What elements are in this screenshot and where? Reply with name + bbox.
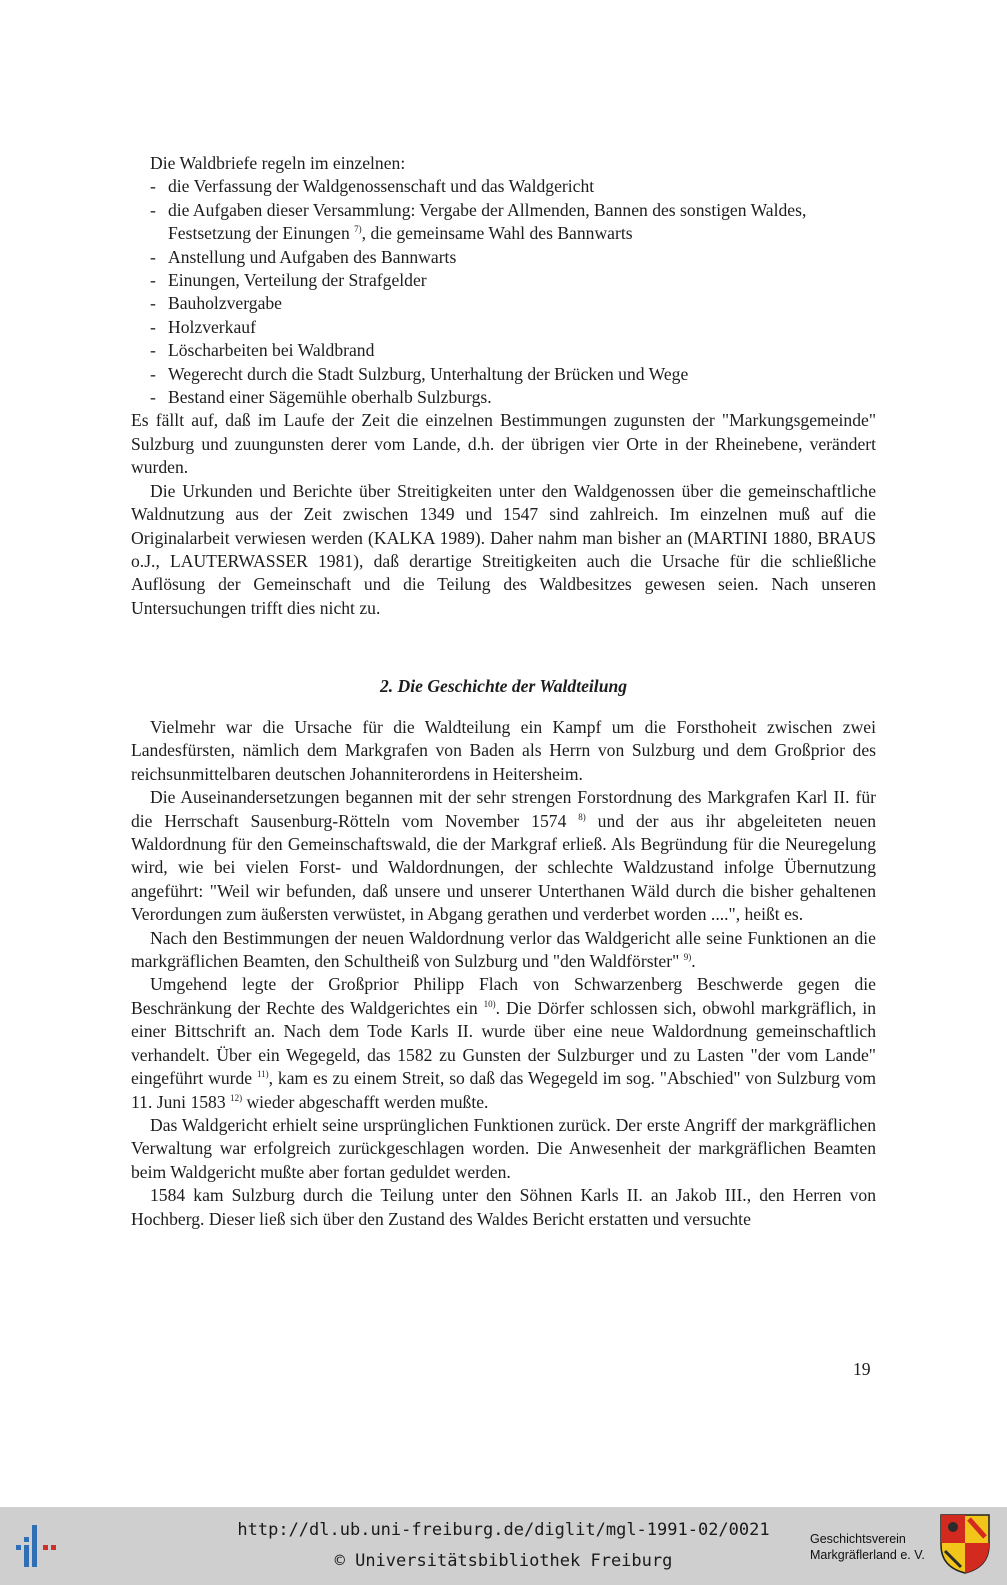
paragraph: Die Urkunden und Berichte über Streitigkeiten unter den Waldgenossen über die gemeinschaftliche Waldnutzung aus der Zeit zwischen 1349 und 1547 sind zahlreich. Im einzelnen muß auf die Originalarbeit verwiesen werden (KALKA 1989). Daher nahm man bisher an (MARTINI 1880, BRAUS o.J., LAUTERWASSER 1981), daß derartige Streitigkeiten auch die Ursache für die schließliche Auflösung der Gemeinschaft und die Teilung des Waldbesitzes gewesen seien. Nach unseren Untersuchungen trifft dies nicht zu. [131,480,876,618]
association-line1: Geschichtsverein [810,1532,906,1546]
footnote-ref: 10) [483,999,496,1010]
waldbriefe-list [131,175,876,409]
list-item: - Holzverkauf [150,316,256,337]
list-item: - Bestand einer Sägemühle oberhalb Sulzburgs. [150,387,492,408]
footnote-ref: 7) [354,224,362,235]
coat-of-arms-icon [939,1513,991,1575]
footnote-ref: 9) [683,952,692,963]
list-item: - die Verfassung der Waldgenossenschaft und das Waldgericht [150,176,595,197]
footer-url-link[interactable]: http://dl.ub.uni-freiburg.de/diglit/mgl-1991-02/0021 [237,1520,770,1540]
footer-copyright: © Universitätsbibliothek Freiburg [334,1551,673,1571]
paragraph: Umgehend legte der Großprior Philipp Flach von Schwarzenberg Beschwerde gegen die Beschränkung der Rechte des Waldgerichtes ein $^{10)}$. Die Dörfer schlossen sich, obwohl markgräflich, in einer Bittschrift an. Nach dem Tode Karls II. wurde über eine neue Waldordnung gemeinschaftlich verhandelt. Über ein Wegegeld, das 1582 zu Gunsten der Sulzburger und zu Lasten "der vom Lande" eingeführt wurde $^{11)}$, kam es zu einem Streit, so daß das Wegegeld im sog. "Abschied" von Sulzburg vom 11. Juni 1583 $^{12)}$ wieder abgeschafft werden mußte. [131,974,877,1112]
body-text-lower [131,716,876,1231]
body-text-upper [131,152,876,620]
paragraph: Nach den Bestimmungen der neuen Waldordnung verlor das Waldgericht alle seine Funktionen an die markgräflichen Beamten, den Schultheiß von Sulzburg und "den Waldförster" $^{9)}$. [131,927,876,972]
list-item: - Löscharbeiten bei Waldbrand [150,340,375,361]
footer-bar [0,1507,1007,1585]
association-name [810,1531,925,1563]
list-item: - Wegerecht durch die Stadt Sulzburg, Unterhaltung der Brücken und Wege [150,363,689,384]
intro-line: Die Waldbriefe regeln im einzelnen: [150,153,406,173]
paragraph: Vielmehr war die Ursache für die Waldteilung ein Kampf um die Forsthoheit zwischen zwei Landesfürsten, nämlich dem Markgrafen von Baden als Herrn von Sulzburg und dem Großprior des reichsunmittelbaren deutschen Johanniterordens in Heitersheim. [131,717,876,784]
list-item: - die Aufgaben dieser Versammlung: Vergabe der Allmenden, Bannen des sonstigen Waldes, Festsetzung der Einungen $^{7)}$, die gemeinsame Wahl des Bannwarts [150,199,807,244]
list-item: - Bauholzvergabe [150,293,282,314]
list-item: - Anstellung und Aufgaben des Bannwarts [150,246,457,267]
paragraph: 1584 kam Sulzburg durch die Teilung unter den Söhnen Karls II. an Jakob III., den Herren von Hochberg. Dieser ließ sich über den Zustand des Waldes Bericht erstatten und versuchte [131,1185,876,1229]
footnote-ref: 8) [578,811,586,822]
association-line2: Markgräflerland e. V. [810,1548,925,1562]
section-heading: 2. Die Geschichte der Waldteilung [379,676,628,696]
paragraph: Es fällt auf, daß im Laufe der Zeit die einzelnen Bestimmungen zugunsten der "Markungsgemeinde" Sulzburg und zuungunsten derer vom Lande, d.h. der übrigen vier Orte in der Rheinebene, verändert wurden. [131,410,876,478]
paragraph: Die Auseinandersetzungen begannen mit der sehr strengen Forstordnung des Markgrafen Karl II. für die Herrschaft Sausenburg-Rötteln vom November 1574 $^{8)}$ und der aus ihr abgeleiteten neuen Waldordnung für den Gemeinschaftswald, die der Markgraf erließ. Als Begründung für die Neuregelung wird, wie bei vielen Forst- und Waldordnungen, der schlechte Waldzustand infolge Übernutzung angeführt: "Weil wir befunden, daß unsere und unserer Unterthanen Wäld durch die bisher gehaltenen Verordungen zum äußersten verwüstet, in Abgang gerathen und verderbet worden ....", heißt es. [131,787,876,925]
footnote-ref: 11) [256,1069,269,1080]
page-number: 19 [853,1359,871,1379]
footnote-ref: 12) [230,1092,243,1103]
paragraph: Das Waldgericht erhielt seine ursprünglichen Funktionen zurück. Der erste Angriff der markgräflichen Verwaltung war erfolgreich zurückgeschlagen worden. Die Anwesenheit der markgräflichen Beamten beim Waldgericht mußte aber fortan geduldet werden. [131,1114,876,1182]
list-item: - Einungen, Verteilung der Strafgelder [150,270,427,291]
